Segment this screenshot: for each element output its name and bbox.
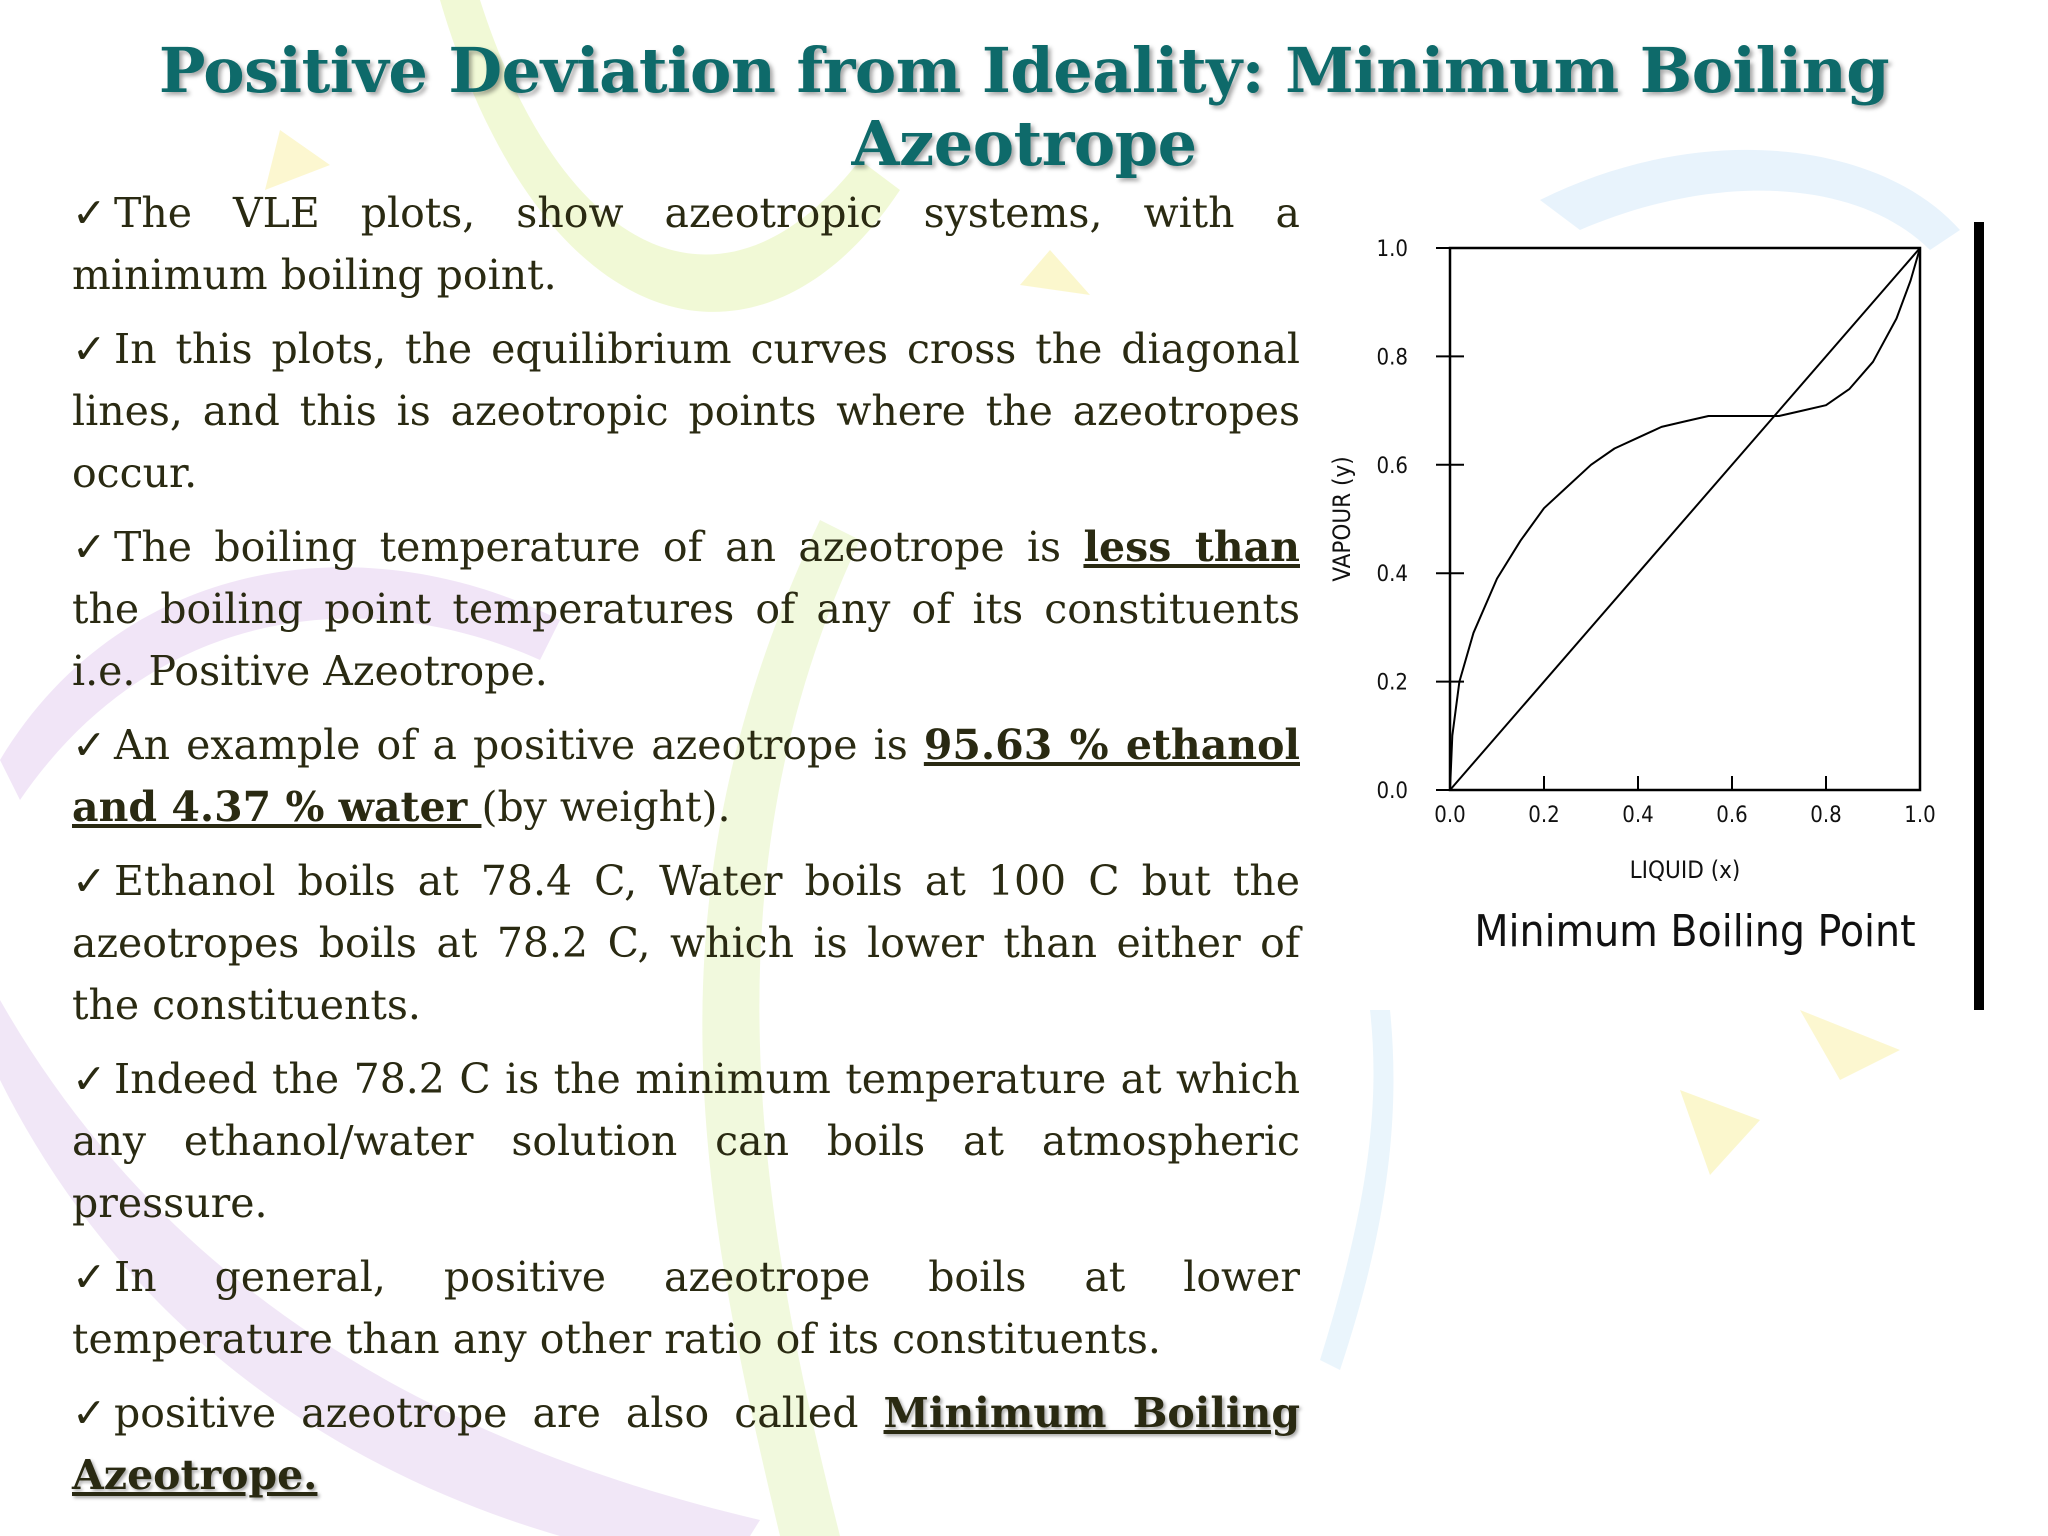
bullet-text: the boiling point temperatures of any of its constituents i.e. Positive Azeotrope. bbox=[72, 585, 1300, 695]
y-tick-label: 0.2 bbox=[1376, 670, 1408, 696]
bullet-text: positive azeotrope are also called bbox=[114, 1389, 884, 1437]
bullet-item bbox=[72, 318, 1300, 504]
y-tick-label: 1.0 bbox=[1376, 237, 1408, 262]
bullet-item bbox=[72, 1246, 1300, 1370]
bullet-emphasis: 95.63 % ethanol and 4.37 % water bbox=[72, 721, 1300, 831]
checkmark-icon: ✓ bbox=[72, 721, 107, 769]
checkmark-icon: ✓ bbox=[72, 1389, 107, 1437]
x-tick-label: 1.0 bbox=[1904, 803, 1936, 828]
checkmark-icon: ✓ bbox=[72, 1253, 107, 1301]
y-tick-label: 0.4 bbox=[1376, 562, 1408, 588]
x-tick-label: 0.4 bbox=[1622, 803, 1654, 828]
checkmark-icon: ✓ bbox=[72, 189, 107, 237]
bullet-item bbox=[72, 850, 1300, 1036]
checkmark-icon: ✓ bbox=[72, 325, 107, 373]
bullet-text: In general, positive azeotrope boils at lower temperature than any other ratio of its constituents. bbox=[72, 1253, 1300, 1363]
checkmark-icon: ✓ bbox=[72, 1055, 107, 1103]
bullet-text: The boiling temperature of an azeotrope is bbox=[114, 523, 1084, 571]
x-axis-label: LIQUID (x) bbox=[1629, 856, 1741, 884]
y-axis-label: VAPOUR (y) bbox=[1328, 456, 1356, 582]
checkmark-icon: ✓ bbox=[72, 857, 107, 905]
bullet-emphasis: less than bbox=[1083, 523, 1300, 571]
y-tick-label: 0.0 bbox=[1376, 779, 1408, 804]
bullet-item bbox=[72, 714, 1300, 838]
checkmark-icon: ✓ bbox=[72, 523, 107, 571]
bullet-text: Ethanol boils at 78.4 C, Water boils at 100 C but the azeotropes boils at 78.2 C, which is lower than either of the constituents. bbox=[72, 857, 1300, 1029]
bullet-item bbox=[72, 516, 1300, 702]
x-tick-label: 0.6 bbox=[1716, 803, 1748, 828]
bullet-item bbox=[72, 1048, 1300, 1234]
vertical-divider-bar bbox=[1974, 222, 1984, 1010]
bullet-text: An example of a positive azeotrope is bbox=[114, 721, 924, 769]
bullet-list bbox=[72, 182, 1300, 1518]
y-tick-label: 0.8 bbox=[1376, 345, 1408, 371]
y-tick-label: 0.6 bbox=[1376, 453, 1408, 479]
x-tick-label: 0.2 bbox=[1528, 803, 1560, 828]
bullet-item bbox=[72, 1382, 1300, 1506]
bullet-emphasis: Minimum Boiling Azeotrope. bbox=[72, 1389, 1300, 1499]
x-tick-label: 0.8 bbox=[1810, 803, 1842, 828]
x-tick-label: 0.0 bbox=[1434, 803, 1466, 828]
bullet-item bbox=[72, 182, 1300, 306]
bullet-text: The VLE plots, show azeotropic systems, with a minimum boiling point. bbox=[72, 189, 1300, 299]
bullet-text: (by weight). bbox=[481, 783, 731, 831]
bullet-text: Indeed the 78.2 C is the minimum temperature at which any ethanol/water solution can boils at atmospheric pressure. bbox=[72, 1055, 1300, 1227]
chart-caption: Minimum Boiling Point bbox=[1474, 906, 1916, 957]
slide-title: Positive Deviation from Ideality: Minimum Boiling Azeotrope bbox=[158, 34, 1890, 180]
bullet-text: In this plots, the equilibrium curves cross the diagonal lines, and this is azeotropic points where the azeotropes occur. bbox=[72, 325, 1300, 497]
vle-chart bbox=[1310, 220, 1950, 980]
